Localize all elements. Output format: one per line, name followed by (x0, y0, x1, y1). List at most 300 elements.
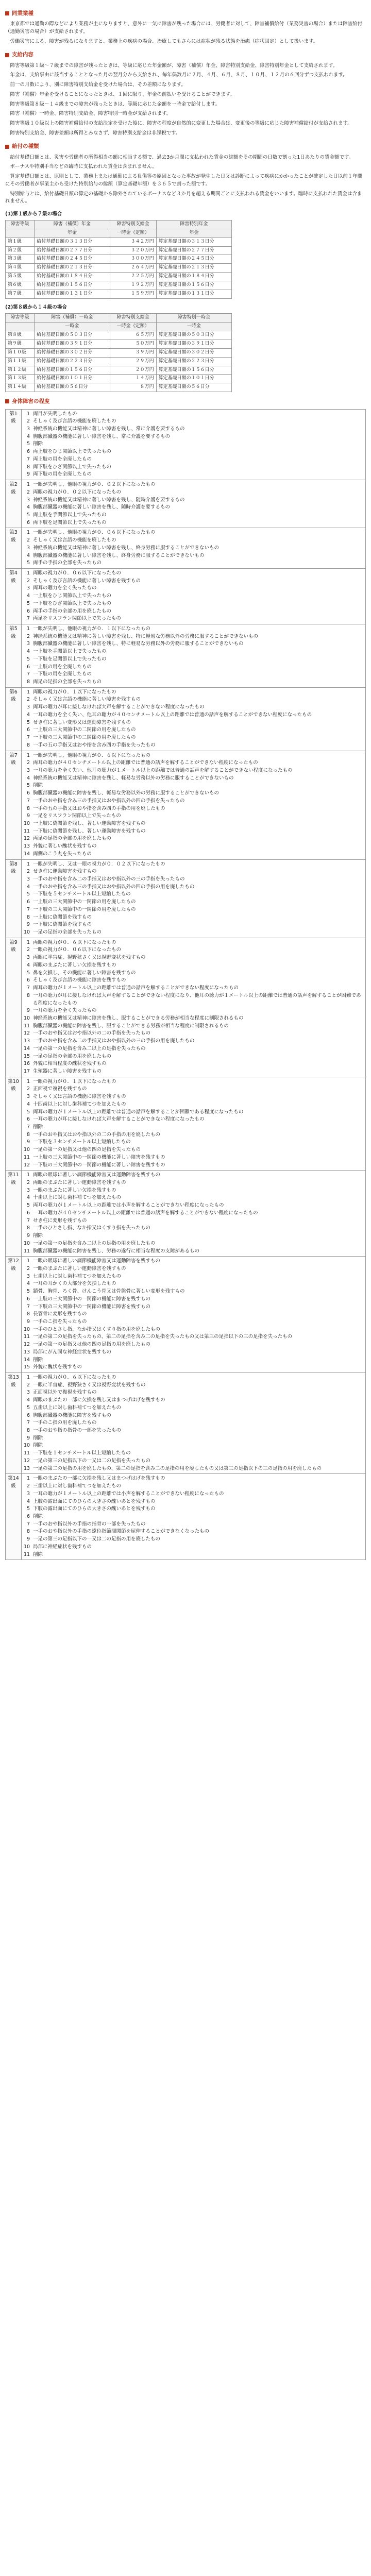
item-number: 3 (26, 1273, 30, 1279)
item-text: 胸腹部臓器の機能に障害を残し、服することができる労務が相当な程度に制限されるもの (33, 1023, 229, 1029)
item-text: 削除 (33, 783, 43, 789)
item-number: 2 (26, 1180, 30, 1186)
item-number: 2 (26, 537, 30, 544)
list-item (24, 868, 363, 876)
list-item (24, 552, 363, 560)
item-number: 2 (26, 760, 30, 766)
item-text: 神経系統の機能又は精神に障害を残し、軽易な労務以外の労務に服することができないもの (33, 775, 234, 781)
item-text: 一下肢を足関節以上で失ったもの (33, 656, 107, 662)
list-item (24, 1101, 363, 1109)
item-number: 8 (26, 679, 30, 685)
item-text: 一下肢を５センチメートル以上短縮したもの (33, 891, 131, 897)
list-item (24, 679, 363, 686)
item-text: そしゃく又は言語の機能を廃したもの (33, 537, 116, 544)
list-item (24, 411, 363, 418)
item-text: 削除 (33, 1435, 43, 1441)
table-cell: 算定基礎日額の２２３日分 (156, 357, 231, 366)
item-number: 5 (26, 656, 30, 662)
section-title-text: 身体障害の程度 (12, 398, 50, 405)
item-text: 十四歯以上に対し歯科補てつを加えたもの (33, 1101, 126, 1107)
item-text: 一下肢の三大関節中の一関節の機能に障害を残すもの (33, 1303, 151, 1310)
item-number: 17 (24, 1068, 30, 1074)
table-cell: 算定基礎日額の２１３日分 (156, 264, 231, 273)
list-item (24, 1007, 363, 1015)
list-item (24, 812, 363, 820)
item-number: 12 (24, 1342, 30, 1348)
item-number: 9 (26, 922, 30, 928)
item-text: 両側のこう丸を失ったもの (33, 851, 92, 857)
list-item (24, 1490, 363, 1498)
level-item-list (24, 625, 363, 686)
list-item (24, 592, 363, 600)
list-item (24, 560, 363, 567)
list-item (24, 876, 363, 884)
item-number: 4 (26, 433, 30, 439)
item-text: 一手のひとさし指、なか指又はくすり指を失ったもの (33, 1225, 151, 1231)
item-text: 神経系統の機能又は精神に著しい障害を残し、随時介護を要するもの (33, 497, 185, 503)
item-number: 6 (26, 1210, 30, 1216)
item-number: 2 (26, 418, 30, 425)
item-text: 一下肢に偽関節を残すもの (33, 922, 92, 928)
section-title (5, 142, 366, 150)
list-item (24, 929, 363, 937)
table-cell: 給付基礎日額の１５６日分 (35, 281, 110, 290)
list-item (24, 1389, 363, 1397)
list-item (24, 456, 363, 464)
item-text: 神経系統の機能又は精神に著しい障害を残し、常に介護を要するもの (33, 426, 185, 432)
list-item (24, 1030, 363, 1038)
section-1 (5, 9, 366, 45)
item-text: 一足の第二の足指を失ったもの、第二の足指を含み二の足指を失ったもの又は第三の足指以下の三の足指を失ったもの (33, 1334, 293, 1340)
table-cell: 算定基礎日額の１５６日分 (156, 366, 231, 375)
level-label: 第8級 (6, 859, 22, 938)
item-number: 7 (26, 735, 30, 741)
item-number: 1 (26, 689, 30, 695)
list-item (24, 471, 363, 479)
item-number: 2 (26, 1382, 30, 1388)
level-label: 第14級 (6, 1474, 22, 1560)
level-label: 第4級 (6, 568, 22, 624)
list-item (24, 1544, 363, 1551)
list-item (24, 759, 363, 767)
item-number: 10 (24, 1240, 30, 1246)
item-number: 12 (24, 1030, 30, 1037)
column-subheader (6, 229, 35, 238)
item-text: 一耳の聴力が耳に接しなければ大声を解することができない程度になったもの (33, 1116, 205, 1123)
item-number: 11 (24, 1551, 30, 1557)
item-text: 三歯以上に対し歯科補てつを加えたもの (33, 1483, 122, 1489)
item-text: 上肢の露出面にてのひらの大きさの醜いあとを残すもの (33, 1498, 156, 1504)
table-cell: １５９万円 (110, 290, 156, 299)
list-item (24, 1248, 363, 1256)
item-number: 6 (26, 1513, 30, 1519)
item-text: 一眼が失明し、他眼の視力が０．０２以下になったもの (33, 482, 156, 488)
item-text: 一下肢に偽関節を残し、著しい運動障害を残すもの (33, 828, 146, 834)
table-cell: ２９万円 (110, 357, 156, 366)
item-number: 3 (26, 641, 30, 647)
list-item (24, 1397, 363, 1404)
section-3 (5, 142, 366, 392)
paragraph: 年金は、支給事由に該当することとなった月の翌月分から支給され、毎年偶数月に２月、４月、６月、８月、１０月、１２月の６回分ずつ支払われます。 (10, 72, 348, 78)
paragraph: 障害等級第８級～１４級までの障害が残ったときは、等級に応じた金額を一時金で給付します。 (10, 101, 221, 107)
list-item (24, 1060, 363, 1068)
table-cell: ２６４万円 (110, 264, 156, 273)
list-item (24, 921, 363, 929)
item-number: 7 (26, 985, 30, 991)
table-cell: 算定基礎日額の１５６日分 (156, 281, 231, 290)
grade-table-2 (5, 313, 232, 392)
level-items (22, 409, 366, 480)
list-item (24, 1311, 363, 1318)
list-item (24, 570, 363, 578)
column-subheader: 年金 (156, 229, 231, 238)
item-number: 4 (26, 649, 30, 655)
item-number: 6 (26, 790, 30, 796)
list-item (24, 1427, 363, 1435)
item-number: 4 (26, 884, 30, 890)
item-number: 4 (26, 962, 30, 968)
item-text: 両下肢の用を全廃したもの (33, 471, 92, 478)
list-item (24, 1273, 363, 1281)
list-item (24, 696, 363, 704)
list-item (24, 1296, 363, 1303)
list-item (24, 433, 363, 441)
level-label: 第2級 (6, 480, 22, 528)
table-cell: ８万円 (110, 383, 156, 392)
table-cell: 算定基礎日額の２４５日分 (156, 255, 231, 264)
item-text: 一上肢の用を全廃したもの (33, 664, 92, 670)
list-item (24, 1450, 363, 1458)
list-item (24, 1162, 363, 1170)
level-row (6, 409, 366, 480)
item-text: 両眼のまぶたの一部に欠損を残し又はまつげはげを残すもの (33, 1397, 165, 1403)
level-row (6, 938, 366, 1077)
level-label: 第12級 (6, 1257, 22, 1373)
list-item (24, 914, 363, 922)
item-number: 1 (26, 939, 30, 945)
list-item (24, 1465, 363, 1473)
table-cell: 算定基礎日額の２７７日分 (156, 246, 231, 255)
list-item (24, 1194, 363, 1202)
table-row (6, 340, 232, 348)
item-text: 一足の第一の足指を含み二以上の足指を失ったもの (33, 1045, 146, 1052)
item-text: 一足の第一の足指を含み二以上の足指の用を廃したもの (33, 1240, 156, 1246)
item-number: 8 (26, 1225, 30, 1231)
list-item (24, 1187, 363, 1195)
item-number: 4 (26, 593, 30, 599)
item-number: 16 (24, 1061, 30, 1067)
item-text: 一眼のまぶたに著しい欠損を残すもの (33, 1187, 116, 1193)
item-text: 一手の五の手指又はおや指を含み四の手指を失ったもの (33, 742, 156, 748)
level-items (22, 687, 366, 751)
item-number: 13 (24, 843, 30, 850)
item-number: 6 (26, 1412, 30, 1418)
list-item (24, 600, 363, 608)
item-number: 13 (24, 1349, 30, 1355)
column-header: 障害特別支給金 (110, 220, 156, 229)
column-header: 障害等級 (6, 220, 35, 229)
item-text: 一眼が失明し、又は一眼の視力が０．０２以下になったもの (33, 861, 165, 867)
list-item (24, 1412, 363, 1420)
item-number: 3 (26, 585, 30, 591)
list-item (24, 1374, 363, 1382)
list-item (24, 962, 363, 970)
item-number: 9 (26, 1318, 30, 1325)
item-number: 9 (26, 1139, 30, 1145)
item-text: 一足の第二の足指の用を廃したもの、第二の足指を含み二の足指の用を廃したもの又は第三の足指以下の三の足指の用を廃したもの (33, 1465, 322, 1471)
list-item (24, 711, 363, 719)
item-number: 10 (24, 1326, 30, 1332)
list-item (24, 1217, 363, 1225)
list-item (24, 1109, 363, 1116)
item-text: 一眼に半盲症、視野狭さく又は視野変状を残すもの (33, 1382, 146, 1388)
table-cell: １４万円 (110, 375, 156, 383)
list-item (24, 798, 363, 805)
level-item-list (24, 1374, 363, 1472)
item-number: 7 (26, 906, 30, 912)
column-header: 障害（補償）年金 (35, 220, 110, 229)
paragraph: 労働災害による、障害が残るになりますと、業務上の疾病の場合、治療してもさらには症状が残る状態を治癒（症状固定）として扱います。 (10, 38, 318, 44)
table-cell: 給付基礎日額の１０１日分 (35, 375, 110, 383)
item-text: せき柱に運動障害を残すもの (33, 869, 97, 875)
item-text: そしゃく又は言語の機能に著しい障害を残すもの (33, 697, 141, 703)
item-text: 胸腹部臓器の機能に著しい障害を残し、常に介護を要するもの (33, 433, 171, 439)
item-text: 一手の五の手指又はおや指を含み四の手指の用を廃したもの (33, 805, 165, 811)
item-number: 10 (24, 929, 30, 936)
item-text: 一下肢の用を全廃したもの (33, 671, 92, 677)
list-item (24, 970, 363, 977)
column-subheader (6, 322, 35, 331)
item-number: 10 (24, 1015, 30, 1021)
item-number: 4 (26, 1281, 30, 1287)
item-number: 13 (24, 1038, 30, 1044)
paragraph: 給付基礎日額とは、災害や労働者の所得相当の額に相当する額で、過去3か月間に支払われた賃金の総額をその期間の日数で割った1日あたりの賃金額です。 (10, 154, 354, 160)
section-levels (5, 397, 366, 1560)
item-text: 両眼の視力が０．０２以下になったもの (33, 489, 122, 495)
level-item-list (24, 939, 363, 1076)
section-title (5, 9, 366, 18)
item-number: 3 (26, 1389, 30, 1396)
item-number: 9 (26, 1233, 30, 1239)
item-text: 削除 (33, 441, 43, 447)
item-number: 4 (26, 504, 30, 511)
item-number: 4 (26, 1397, 30, 1403)
item-text: 一耳の聴力が４０センチメートル以上の距離では普通の話声を解することができない程度になったもの (33, 1210, 258, 1216)
item-text: 神経系統の機能又は精神に著しい障害を残し、特に軽易な労務以外の労務に服することができないもの (33, 633, 259, 639)
item-text: 両目が失明したもの (33, 411, 77, 417)
grade-table-1 (5, 220, 232, 299)
list-item (24, 1442, 363, 1450)
item-number: 5 (26, 512, 30, 518)
item-number: 7 (26, 1217, 30, 1224)
item-text: そしゃく及び言語の機能に障害を残すもの (33, 977, 126, 984)
list-item (24, 992, 363, 1007)
item-text: 一上肢の三大関節中の一関節の機能に障害を残すもの (33, 1296, 151, 1302)
item-number: 11 (24, 1248, 30, 1254)
item-text: 両耳の聴力が４０センチメートル以上の距離では普通の話声を解することができない程度になったもの (33, 760, 258, 766)
bullet-square-icon (5, 145, 9, 149)
table-cell: 給付基礎日額の３１３日分 (35, 238, 110, 246)
item-number: 11 (24, 1450, 30, 1456)
table-row (6, 348, 232, 357)
item-number: 1 (26, 1375, 30, 1380)
section-title-text: 同業業種 (12, 10, 33, 16)
list-item (24, 512, 363, 519)
table-cell: 算定基礎日額の３０２日分 (156, 348, 231, 357)
item-number: 5 (26, 600, 30, 606)
item-number: 8 (26, 464, 30, 470)
level-row (6, 624, 366, 688)
item-text: 両下肢を足関節以上で失ったもの (33, 519, 107, 526)
table-cell: 給付基礎日額の１８４日分 (35, 273, 110, 281)
item-number: 8 (26, 1131, 30, 1138)
item-text: 一足をリスフラン関節以上で失ったもの (33, 813, 121, 819)
item-number: 3 (26, 1094, 30, 1100)
table-cell: 第５級 (6, 273, 35, 281)
item-text: 両眼の視力が０．０６以下になったもの (33, 570, 122, 576)
list-item (24, 820, 363, 828)
level-label: 第3級 (6, 528, 22, 569)
list-item (24, 939, 363, 947)
level-items (22, 480, 366, 528)
item-number: 9 (26, 1536, 30, 1543)
list-item (24, 640, 363, 648)
item-text: 胸腹部臓器の機能に著しい障害を残し、特に軽易な労務以外の労務に服することができないもの (33, 641, 244, 647)
item-text: せき柱に変形を残すもの (33, 1217, 87, 1224)
list-item (24, 664, 363, 671)
table-cell: 算定基礎日額の５０３日分 (156, 331, 231, 340)
item-text: 一足の足指の全部の用を廃したもの (33, 1053, 112, 1059)
paragraph: 東京都では通勤の際などにより業務が主になりますと、意外に一気に障害が残った場合には、労働者に対して、障害補償給付（業務災害の場合）または障害給付（通勤災害の場合）が支給されます。 (5, 21, 363, 35)
item-number: 4 (26, 775, 30, 781)
paragraph: 障害（補償）年金を受けることになったときは、１回に限り、年金の前払いを受けることができます。 (10, 91, 235, 97)
item-text: 正面視以外で複視を残すもの (33, 1389, 97, 1396)
item-number: 6 (26, 449, 30, 455)
item-number: 14 (24, 851, 30, 857)
paragraph: 特別給与とは、給付基礎日額の算定の基礎から除外されているボーナスなど３か月を超える期間ごとに支払われる賃金をいいます。臨時に支払われた賃金は含まれません。 (5, 191, 362, 205)
level-item-list (24, 1258, 363, 1371)
item-text: 両上肢を手関節以上で失ったもの (33, 512, 107, 518)
item-number: 11 (24, 1023, 30, 1029)
item-text: 一眼が失明し、他眼の視力が０．６以下になったもの (33, 752, 151, 758)
item-text: 一手のこ指の用を廃したもの (33, 1420, 97, 1426)
item-text: 一足の第三の足指以下の一又は二の足指を失ったもの (33, 1458, 151, 1464)
item-number: 2 (26, 633, 30, 639)
level-item-list (24, 411, 363, 479)
list-item (24, 884, 363, 891)
item-text: 胸腹部臓器の機能に著しい障害を残し、随時介護を要するもの (33, 504, 171, 511)
list-item (24, 1232, 363, 1240)
list-item (24, 1483, 363, 1490)
table-row (6, 375, 232, 383)
table-row (6, 331, 232, 340)
item-number: 3 (26, 876, 30, 882)
item-number: 2 (26, 1265, 30, 1272)
list-item (24, 891, 363, 899)
list-item (24, 1179, 363, 1187)
bullet-square-icon (5, 399, 9, 403)
column-header: 障害特別年金 (156, 220, 231, 229)
item-text: 両眼のまぶたに著しい運動障害を残すもの (33, 1180, 126, 1186)
item-number: 8 (26, 1529, 30, 1535)
item-text: 両眼に半盲症、視野狭さく又は視野変状を残すもの (33, 955, 146, 961)
item-text: 一手のおや指の指骨の一部を失ったもの (33, 1428, 122, 1434)
list-item (24, 752, 363, 760)
list-item (24, 504, 363, 512)
table-cell: 第１０級 (6, 348, 35, 357)
level-item-list (24, 1078, 363, 1170)
item-text: 外貌に著しい醜状を残すもの (33, 843, 97, 850)
item-text: 削除 (33, 1233, 43, 1239)
item-text: 一耳の聴力を全く失い、他耳の聴力が１メートル以上の距離では普通の話声を解することができない程度になったもの (33, 767, 293, 773)
level-item-list (24, 529, 363, 567)
item-number: 4 (26, 552, 30, 558)
item-text: 一足の第一の足指又は他の四の足指を失ったもの (33, 1147, 141, 1153)
item-text: 一眼の視力が０．０６以下になったもの (33, 947, 122, 953)
list-item (24, 1528, 363, 1536)
item-text: 一上肢の三大関節中の一関節の機能に著しい障害を残すもの (33, 1154, 165, 1160)
list-item (24, 689, 363, 697)
item-text: 両手の手指の全部の用を廃したもの (33, 608, 112, 614)
table-caption: (2)第８級から１４級の場合 (5, 304, 67, 311)
level-label: 第5級 (6, 624, 22, 688)
item-number: 1 (26, 752, 30, 758)
item-number: 10 (24, 1147, 30, 1153)
list-item (24, 1045, 363, 1053)
item-text: 一手のおや指を含み三の手指又はおや指以外の四の手指の用を廃したもの (33, 884, 195, 890)
table-row (6, 255, 232, 264)
item-number: 12 (24, 1162, 30, 1168)
list-item (24, 1146, 363, 1154)
table-row (6, 383, 232, 392)
item-text: 胸腹部臓器の機能に障害を残し、労務の遂行に相当な程度の支障があるもの (33, 1248, 200, 1254)
item-text: 胸腹部臓器の機能に著しい障害を残し、終身労務に服することができないもの (33, 552, 205, 558)
table-cell: ３９万円 (110, 348, 156, 357)
list-item (24, 790, 363, 798)
list-item (24, 615, 363, 623)
list-item (24, 1068, 363, 1076)
item-number: 2 (26, 1086, 30, 1092)
item-text: 一眼の視力が０．１以下になったもの (33, 1078, 116, 1084)
level-items (22, 624, 366, 688)
paragraph: 障害等級第１級～７級までの障害が残ったときは、等級に応じた年金額が、障害（補償）年金、障害特別支給金、障害特別年金として支給されます。 (10, 62, 338, 69)
list-item (24, 1318, 363, 1326)
list-item (24, 1131, 363, 1139)
list-item (24, 1505, 363, 1513)
column-subheader: 一時金 (156, 322, 231, 331)
item-number: 3 (26, 426, 30, 432)
item-text: 削除 (33, 1513, 43, 1519)
table-cell: 第１３級 (6, 375, 35, 383)
table-cell: 給付基礎日額の５０３日分 (35, 331, 110, 340)
item-number: 6 (26, 1116, 30, 1123)
paragraph: 障害等級１０級以上の障害補償給付の支給決定を受けた後に、障害の程度が自然的に変更した場合は、変更後の等級に応じた障害補償給付が支給されます。 (10, 121, 352, 126)
level-item-list (24, 1172, 363, 1255)
level-label: 第6級 (6, 687, 22, 751)
list-item (24, 1078, 363, 1086)
level-item-list (24, 861, 363, 937)
list-item (24, 1023, 363, 1030)
level-row (6, 480, 366, 528)
list-item (24, 1341, 363, 1349)
item-text: 十歯以上に対し歯科補てつを加えたもの (33, 1195, 122, 1201)
item-number: 7 (26, 1303, 30, 1310)
item-text: 外貌に醜状を残すもの (33, 1364, 82, 1370)
section-title (5, 397, 366, 405)
list-item (24, 1349, 363, 1357)
table-cell: ３００万円 (110, 255, 156, 264)
item-number: 1 (26, 482, 30, 488)
